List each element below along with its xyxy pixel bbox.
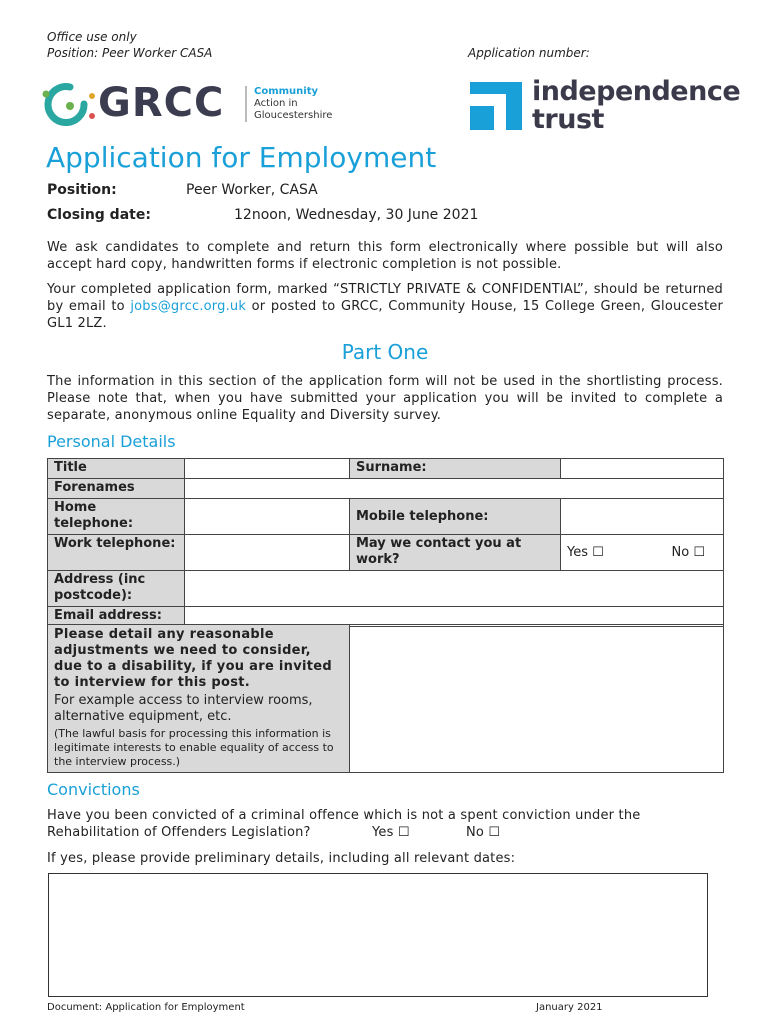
convictions-details-field[interactable]	[48, 873, 708, 997]
tagline-line-2: Action in	[254, 98, 298, 109]
table-row	[48, 459, 724, 479]
logo-divider	[245, 86, 247, 122]
independence-line-2: trust	[532, 104, 604, 135]
contact-at-work-label: May we contact you at work?	[350, 535, 561, 571]
personal-details-heading: Personal Details	[47, 432, 176, 451]
position-value: Peer Worker, CASA	[186, 182, 318, 198]
grcc-logo	[40, 80, 350, 130]
address-field[interactable]	[185, 571, 724, 607]
table-row	[48, 535, 724, 571]
intro-paragraph-2	[47, 281, 723, 332]
grcc-tagline	[254, 86, 332, 122]
position-label: Position:	[47, 182, 117, 198]
table-row	[48, 479, 724, 499]
footer-document-name: Document: Application for Employment	[47, 1002, 245, 1013]
tagline-line-1: Community	[254, 86, 319, 97]
office-use-label: Office use only	[47, 30, 137, 44]
work-telephone-label: Work telephone:	[48, 535, 185, 571]
intro-p2-after: or posted to GRCC, Community House, 15 College Green, Gloucester GL1 2LZ.	[47, 299, 723, 331]
forenames-label: Forenames	[48, 479, 185, 499]
tagline-line-3: Gloucestershire	[254, 110, 333, 121]
surname-field[interactable]	[561, 459, 724, 479]
adjustments-label: Please detail any reasonable adjustments we need to consider, due to a disability, if you are invited to interview for this post.	[54, 627, 332, 690]
part-one-text: The information in this section of the application form will not be used in the shortlisting process. Please note that, when you have submitted your application you will be invited to complete a separate, anonymous online Equality and Diversity survey.	[47, 374, 723, 423]
adjustments-lawful-basis: (The lawful basis for processing this information is legitimate interests to enable equality of access to the interview process.)	[54, 727, 334, 768]
closing-date-value: 12noon, Wednesday, 30 June 2021	[234, 207, 479, 223]
convictions-no-checkbox[interactable]: No ☐	[466, 825, 501, 840]
title-label: Title	[48, 459, 185, 479]
adjustments-label-cell	[48, 625, 350, 773]
email-link[interactable]: jobs@grcc.org.uk	[130, 299, 247, 314]
contact-at-work-options	[561, 535, 724, 571]
convictions-details-prompt: If yes, please provide preliminary details, including all relevant dates:	[47, 851, 516, 866]
forenames-field[interactable]	[185, 479, 724, 499]
personal-details-table	[47, 458, 724, 627]
table-row	[48, 571, 724, 607]
page-title: Application for Employment	[46, 141, 437, 174]
surname-label: Surname:	[350, 459, 561, 479]
office-position-line: Position: Peer Worker CASA	[47, 46, 213, 60]
independence-wordmark	[532, 78, 740, 134]
independence-trust-logo	[470, 76, 741, 135]
contact-work-yes-checkbox[interactable]: Yes ☐	[567, 544, 604, 560]
adjustments-table	[47, 624, 724, 773]
convictions-heading: Convictions	[47, 780, 140, 799]
contact-work-no-checkbox[interactable]: No ☐	[671, 544, 705, 560]
application-number-label: Application number:	[468, 46, 590, 60]
closing-date-label: Closing date:	[47, 207, 151, 223]
home-telephone-label: Home telephone:	[48, 499, 185, 535]
mobile-telephone-field[interactable]	[561, 499, 724, 535]
convictions-yes-checkbox[interactable]: Yes ☐	[372, 825, 410, 840]
convictions-question-line-1: Have you been convicted of a criminal offence which is not a spent conviction under the	[47, 808, 641, 823]
independence-trust-mark-icon	[470, 82, 522, 130]
home-telephone-field[interactable]	[185, 499, 350, 535]
table-row	[48, 499, 724, 535]
convictions-question-line-2: Rehabilitation of Offenders Legislation?	[47, 825, 311, 840]
grcc-wordmark: GRCC	[98, 80, 225, 126]
footer-date: January 2021	[536, 1002, 603, 1013]
address-label: Address (inc postcode):	[48, 571, 185, 607]
mobile-telephone-label: Mobile telephone:	[350, 499, 561, 535]
grcc-swirl-icon	[40, 82, 100, 126]
table-row	[48, 625, 724, 773]
title-field[interactable]	[185, 459, 350, 479]
intro-paragraph-1: We ask candidates to complete and return this form electronically where possible but will also accept hard copy, handwritten forms if electronic completion is not possible.	[47, 240, 723, 272]
part-one-heading: Part One	[341, 340, 429, 364]
adjustments-example: For example access to interview rooms, alternative equipment, etc.	[54, 693, 313, 724]
email-address-label: Email address:	[48, 607, 185, 627]
adjustments-field[interactable]	[350, 625, 724, 773]
independence-line-1: independence	[532, 76, 741, 107]
work-telephone-field[interactable]	[185, 535, 350, 571]
intro-p2-before: Your completed application form, marked “STRICTLY PRIVATE & CONFIDENTIAL”, should be returned by email to	[47, 282, 723, 314]
